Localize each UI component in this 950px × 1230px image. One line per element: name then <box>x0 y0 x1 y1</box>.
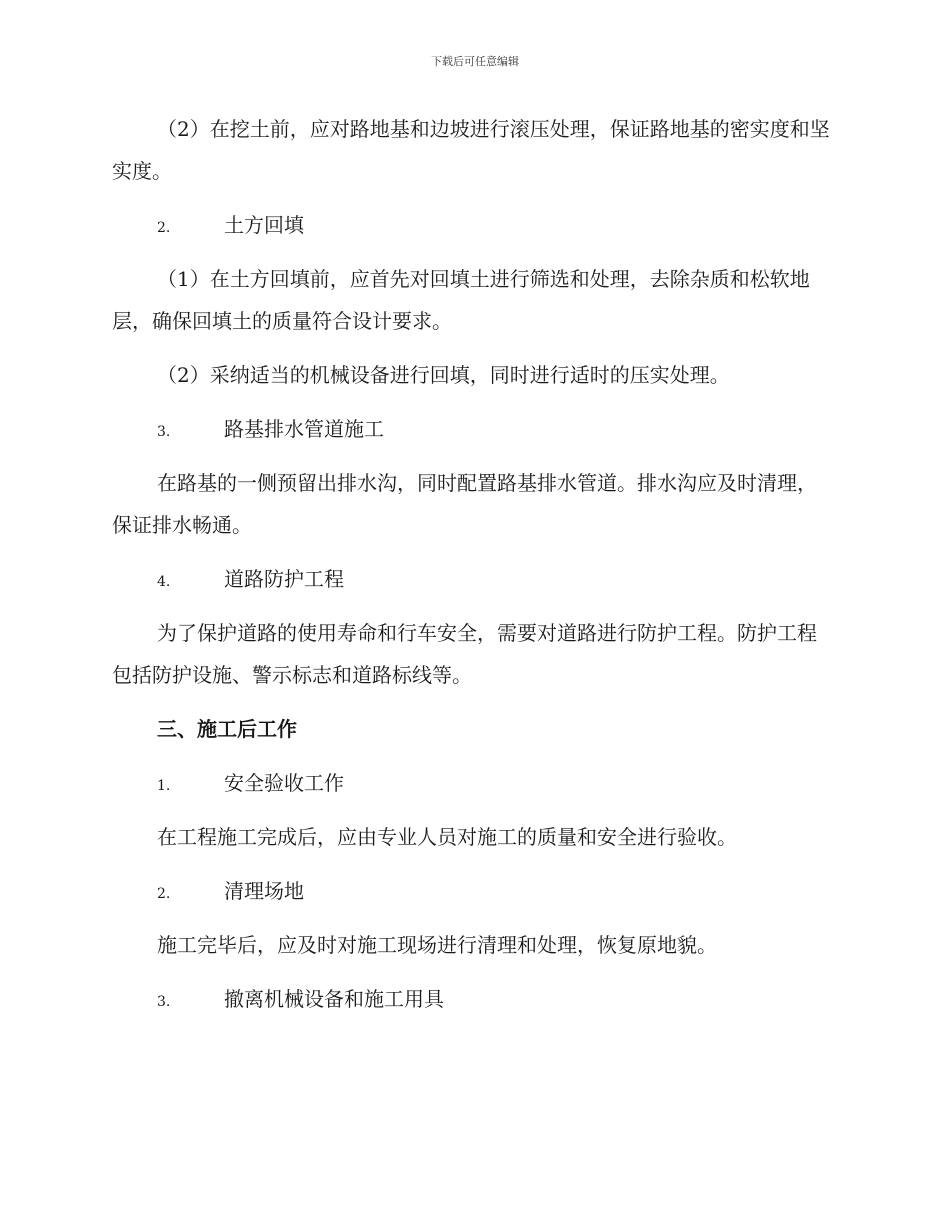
heading-text: 道路防护工程 <box>224 567 344 591</box>
paragraph: （2）采纳适当的机械设备进行回填，同时进行适时的压实处理。 <box>157 363 730 387</box>
paragraph: （2）在挖土前，应对路地基和边坡进行滚压处理，保证路地基的密实度和坚实度。 <box>112 117 830 183</box>
paragraph: 在工程施工完成后，应由专业人员对施工的质量和安全进行验收。 <box>157 825 737 849</box>
heading-number: 1. <box>157 778 171 794</box>
numbered-heading <box>112 978 832 1020</box>
document-body <box>112 108 832 1032</box>
heading-number: 2. <box>157 886 171 902</box>
section-heading: 三、施工后工作 <box>157 717 297 741</box>
numbered-heading <box>112 408 832 450</box>
heading-number: 3. <box>157 994 171 1010</box>
heading-text: 安全验收工作 <box>224 771 344 795</box>
paragraph: （1）在土方回填前，应首先对回填土进行筛选和处理，去除杂质和松软地层，确保回填土的质量符合设计要求。 <box>112 267 810 333</box>
heading-number: 3. <box>157 424 171 440</box>
numbered-heading <box>112 204 832 246</box>
heading-number: 2. <box>157 220 171 236</box>
numbered-heading <box>112 870 832 912</box>
heading-number: 4. <box>157 574 171 590</box>
heading-text: 路基排水管道施工 <box>224 417 384 441</box>
numbered-heading <box>112 558 832 600</box>
numbered-heading <box>112 762 832 804</box>
paragraph: 施工完毕后，应及时对施工现场进行清理和处理，恢复原地貌。 <box>157 933 717 957</box>
heading-text: 土方回填 <box>224 213 304 237</box>
heading-text: 撤离机械设备和施工用具 <box>224 987 444 1011</box>
paragraph: 在路基的一侧预留出排水沟，同时配置路基排水管道。排水沟应及时清理，保证排水畅通。 <box>112 471 817 537</box>
paragraph: 为了保护道路的使用寿命和行车安全，需要对道路进行防护工程。防护工程包括防护设施、警示标志和道路标线等。 <box>112 621 817 687</box>
heading-text: 清理场地 <box>224 879 304 903</box>
page-header: 下载后可任意编辑 <box>431 55 519 68</box>
